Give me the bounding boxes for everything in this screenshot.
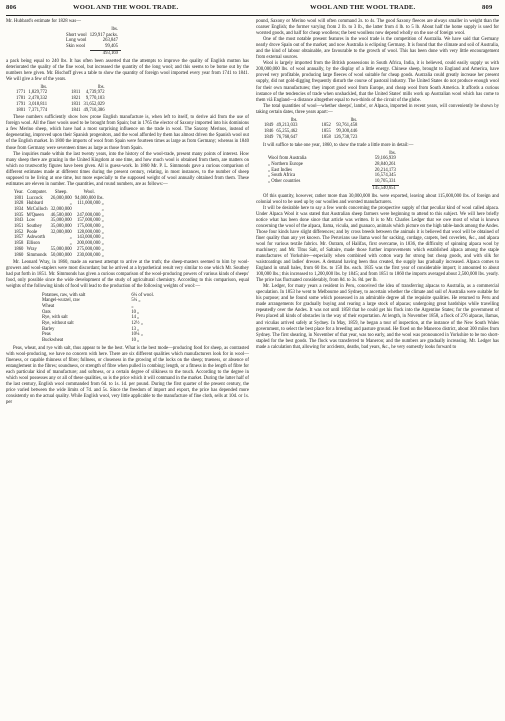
table-row: Short wool 129,917 packs.	[66, 32, 118, 38]
left-column	[6, 19, 249, 406]
table-row: 1801 7,371,774 1841 49,710,386	[16, 107, 105, 113]
table-total: 145,540,651	[372, 185, 398, 191]
table-row: Rye, without salt 12½ „	[42, 321, 143, 327]
paragraph: Mr. Hubbard's estimate for 1828 was—	[6, 19, 81, 24]
paragraph: Of this quantity, however, rather more than 30,000,000 lbs. were exported, leaving about 115,000,000 lbs. of foreign and colonial wool to be used up by our woollen and worsted manufacturers.	[256, 193, 499, 205]
table-row: 1849 49,213,033 1852 93,761,458	[264, 123, 358, 129]
table-row: Skin wool 99,405	[66, 44, 118, 50]
paragraph: It will be desirable here to say a few words concerning the prospective supply of that peculiar kind of wool called alpaca. Under Alpaca Wool it was stated that Australian sheep farmers were beginning to attend to this subject. We will here briefly notice what has been done since that article was written. It is to Mr. Charles Ledger that we owe most of what is known concerning the wool of the alpaca, llama, vicuña, and guanaco, animals which picture on the high table-lands among the Andes. Those four kinds have slight differences; and by cross breeds between the animals it is believed that wool will be obtained of finer quality than any yet known. The Peruvians use llama wool for sacking, cordage, carpets, bed coverlets, &c., and alpaca wool for various textile fabrics. Mr. Outram, of Halifax, first overcame, in 1836, the difficulty of spinning alpaca wool by machinery; and Mr. Titus Salt, of Saltaire, made those further improvements which established alpaca among the staple manufactures of Yorkshire—especially when combined with cotton warp for strong but cheap goods, and with silk for waistcoatings and ladies' dresses. A demand having been thus created, the supply has gradually increased. Alpaca comes to England in small bales, from 60 lbs. to 150 lbs. each. 1835 was the first year of considerable import; it amounted to about 100,000 lbs.; this increased to 1,200,000 lbs. by 1845; and from 1851 to 1860 the imports averaged about 2,500,000 lbs. yearly. The price has fluctuated considerably, from 8d. to 3s. 8d. per lb.	[256, 205, 499, 284]
table-sheep-estimates	[6, 190, 249, 258]
paragraph: These numbers sufficiently show how prone English manufacture is, when left to itself, to derive aid from the use of foreign wool. All the finer wools used to be brought from Spain; but in 1765 the elector of Saxony imported into his dominions a few Merino sheep, which have had a most surprising influence on the trade in wool. The Saxony Merinos, instead of degenerating, improved upon their Spanish progenitors, and the wool afforded by them has almost driven the Spanish wool out of the English market. In 1800 the imports of wool from Spain were fourteen times as large as from Germany; whereas in 1840 those from Germany were seventeen times as large as those from Spain.	[6, 115, 249, 151]
table-row: 1828 Hubbard „ 111,000,000 „	[14, 201, 104, 207]
unit-label: lbs.	[111, 27, 118, 33]
paragraph: Peas, wheat, and rye with salt, thus appear to be the best. What is the best mode—producing food for sheep, as contrasted with wool-producing, we have no concern with here. There are six different qualities which manufacturers look for in wool—fineness, or capable thinness of fibre; fullness, or closeness in the growing of the locks on the sheep; trueness, or absence of entanglement in the fibres; soundness, or strength of fibre when pulled in combing; length, or a fitness in the length of fibre for each particular kind of manufacture; and softness, or a certain degree of silkiness to the touch. According to the degree in which wool possesses any or all of these qualities, so is the price which it will command in the market. During the latter half of the last century, English wool commanded from 6d. to 1s. 1d. per pound. During the first quarter of the present century, the price varied between the wide limits of 7d. and 5s. Since the freedom of import and export, the price has depended more consistently on the actual quality. While English wool, very little applicable to the manufacture of fine cloth, sells at 10d. or 1s. per	[6, 345, 249, 406]
table-row: Rye, with salt 14 „	[42, 315, 140, 321]
table-row: „ Northern Europe 28,840,261	[268, 162, 396, 168]
table-row: 1858 Ellison „ 200,000,000 „	[14, 241, 104, 247]
paragraph: One of the most notable present features in the wool trade is the competition of Australia. We have said that Germany nearly drove Spain out of the market; and now Australia is eclipsing Germany. It is found that the climate and soil of Australia, and the kind of labour obtainable, are favourable to the growth of wool. This has been done with very little encouragement from external sources.	[256, 37, 499, 61]
table-row: 1852 Poole 32,000,000 128,000,000 „	[14, 229, 104, 235]
paragraph: Wool is largely imported from the British possessions in South Africa, India, it is believed, could easily supply us with 200,000,000 lbs. of wool annually, by the display of a little energy. Chinese sheep, brought to England and America, have proved very profitable, producing large fleeces of wool suitable for cheap goods. Australia could greatly increase her present supply, did not gold-digging frequently disturb the course of pastoral industry. The United States do not produce enough wool for their own manufactures; they import good wool from Europe, and cheap wool from South America. It affords a curious instance of the tendencies of trade when unshackled, that the United States' mills work up Australian wool which has come to them viâ England—a distance altogether equal to two-thirds of the circuit of the globe.	[256, 61, 499, 103]
table-row: „ East Indies 20,214,173	[268, 167, 396, 173]
paragraph: It will suffice to take one year, 1860, to show the trade a little more in detail:—	[263, 142, 414, 148]
paragraph: a pack being equal to 240 lbs. It has often been asserted that the attempts to improve the quality of English mutton has deteriorated the quality of the fine wool, but increased the quantity of the long wool; and this seems to be borne out by the numbers here given. Mr. Bischoff gives a table to show the quantity of foreign wool imported every year from 1741 to 1841. We will give a few of the years.	[6, 58, 249, 82]
table-food-to-wool	[6, 293, 249, 344]
table-wool-1828	[6, 27, 249, 57]
table-total: 493,169	[90, 50, 121, 56]
table-row: 1781 2,478,332 1821 9,770,103	[16, 96, 105, 102]
paragraph: Mr. Ledger, for many years a resident in Peru, conceived the idea of transferring alpacas to Australia, as a commercial speculation. In 1853 he went to Melbourne and Sydney, to ascertain whether the climate and soil of Australia were suitable for his purpose; and he found some which possessed in an admirable degree all the requisite qualities. He returned to Peru and made arrangements for gradually buying and rearing a large stock of alpacas; undergoing great hardships while travelling repeatedly over the Andes. It was not until 1858 that he could get his flock into the Argentine States; for the government of Peru placed all kinds of obstacles in the way of their exportation. At length, in November 1858, a flock of 276 alpacas, llamas, and vicuñas arrived safely at Sydney. In May, 1859, he began a tour of inspection, at the instance of the New South Wales government, to select the best place for a breeding and pasture ground. He fixed on the Maneroo district, about 300 miles from Sydney. The first shearing, in November of that year, was too early, and the wool was pronounced in Yorkshire to be too short-stapled for the best goods. The flock was transferred to Maneroo; and the numbers are gradually increasing. Mr. Ledger has made a calculation that, allowing for accidents, deaths, bad years, &c., he very earnestly looks forward to	[256, 284, 499, 350]
table-row: Peas 10¼ „	[42, 332, 143, 338]
table-row: „ Other countries 10,705,331	[268, 179, 396, 185]
table-row: Long wool 263,847	[66, 38, 118, 44]
table-row: 1834 McCulloch 32,000,000 „	[14, 206, 104, 212]
paragraph: The total quantities of wool—whether sheeps', lambs', or Alpaca, imported in recent years, will conveniently be shown by taking certain dates, three years apart:—	[256, 103, 499, 115]
table-row: Wool from Australia 59,166,939	[268, 156, 396, 162]
table-row: Buckwheat 10 „	[42, 338, 140, 344]
table-row: Wheat „	[42, 303, 134, 309]
table-row: 1860 Wray 55,000,000 275,000,000 „	[14, 246, 104, 252]
table-row: 1835 M'Queen 46,500,000 247,000,000 „	[14, 212, 104, 218]
table-header-row: Year. Computer. Sheep. Wool.	[14, 189, 95, 195]
table-row: 1849 76,768,647 1858 126,738,723	[264, 134, 358, 140]
right-running-title: WOOL AND THE WOOL TRADE.	[310, 4, 416, 11]
paragraph: Mr. Leonard Wray, in 1860, made an earnest attempt to arrive at the truth; the sheep-masters seemed to him by wool-growers and wool-staplers were most discordant; but he arrived at a hypothetical result very similar to one which Mr. Southey had put forth in 1851. Mr. Simmonds has given a curious comparison of the wool-producing powers of various kinds of sheeps' food, only possible since the wide development of the study of agricultural chemistry. According to this comparison, equal weights of the following kinds of food will lead to the production of the following weights of wool:—	[6, 260, 249, 290]
table-row: Oats 10 „	[42, 309, 140, 315]
table-row: Mangel-wurzel, raw 5¼ „	[42, 298, 141, 304]
table-row: 1843 Low 35,000,000 157,000,000 „	[14, 218, 104, 224]
table-row: 1857 Ashworth „ 143,000,000 „	[14, 235, 104, 241]
table-row: 1791 3,018,811 1831 31,652,029	[16, 101, 105, 107]
table-row: 1771 1,829,772 1811 4,739,972	[16, 90, 105, 96]
right-column	[256, 19, 499, 351]
table-row: 1851 Southey 35,000,000 175,000,000 „	[14, 224, 104, 230]
table-row: Potatoes, raw, with salt 6¼ of wool.	[42, 292, 154, 298]
table-wool-imports-by-year: lbs. lbs. 1849 49,213,033 1852 93,761,458 1846 65,255,462 1855 99,300,446 1849 76,768,647 1858 126,738,723	[256, 118, 499, 141]
left-running-title: WOOL AND THE WOOL TRADE.	[73, 4, 179, 11]
paragraph: pound, Saxony or Merino wool will often command 2s. to 4s. The good Saxony fleeces are always smaller in weight than the coarser English; the former varying from 2 lb. to 3 lb., the latter from 4 lb. to 5 lb. About half the home supply is used for worsted goods, and half for cheap woollens; the best woollens now depend wholly on the use of foreign wool.	[256, 19, 499, 37]
table-foreign-wool-imports: lbs. lbs. 1771 1,829,772 1811 4,739,972 1781 2,478,332 1821 9,770,103 1791 3,018,811 1831 31,652,029 1801 7,371,774 1841 49,710,386	[6, 85, 249, 114]
table-row: 1801 Luccock 26,000,000 94,000,000 lbs.	[14, 195, 104, 201]
header-rule	[6, 15, 499, 16]
table-row: „ South Africa 16,574,345	[268, 173, 396, 179]
right-page-number: 809	[482, 4, 493, 11]
table-wool-by-source-1860: lbs. Wool from Australia 59,166,939 „ Northern Europe 28,840,261 „ East Indies 20,214,173 „ South Africa 16,574,345 „ Other countries 10,705,331 145,540,651	[256, 151, 499, 192]
left-page-number: 806	[6, 4, 17, 11]
table-row: 1846 65,255,462 1855 99,300,446	[264, 129, 358, 135]
table-row: Barley 13 „	[42, 326, 140, 332]
table-row: 1860 Simmonds 50,000,000 230,000,000 „	[14, 252, 104, 258]
paragraph: The inquiries made within the last twenty years, into the history of the wool-trade, present many points of interest. How many sheep there are grazing in the United Kingdom at one time, and how much wool is obtained from them, are matters on which no trustworthy figures have been given. All is guess-work. In 1860 Mr. P. L. Simmonds gave a curious comparison of different estimates made at different times during the present century, relating, in most instances, to the number of sheep supposed to be living at one time, but more especially to the supposed weight of wool annually obtained from them. These estimates are eleven in number. The quantities, and round numbers, are as follows:—	[6, 151, 249, 187]
